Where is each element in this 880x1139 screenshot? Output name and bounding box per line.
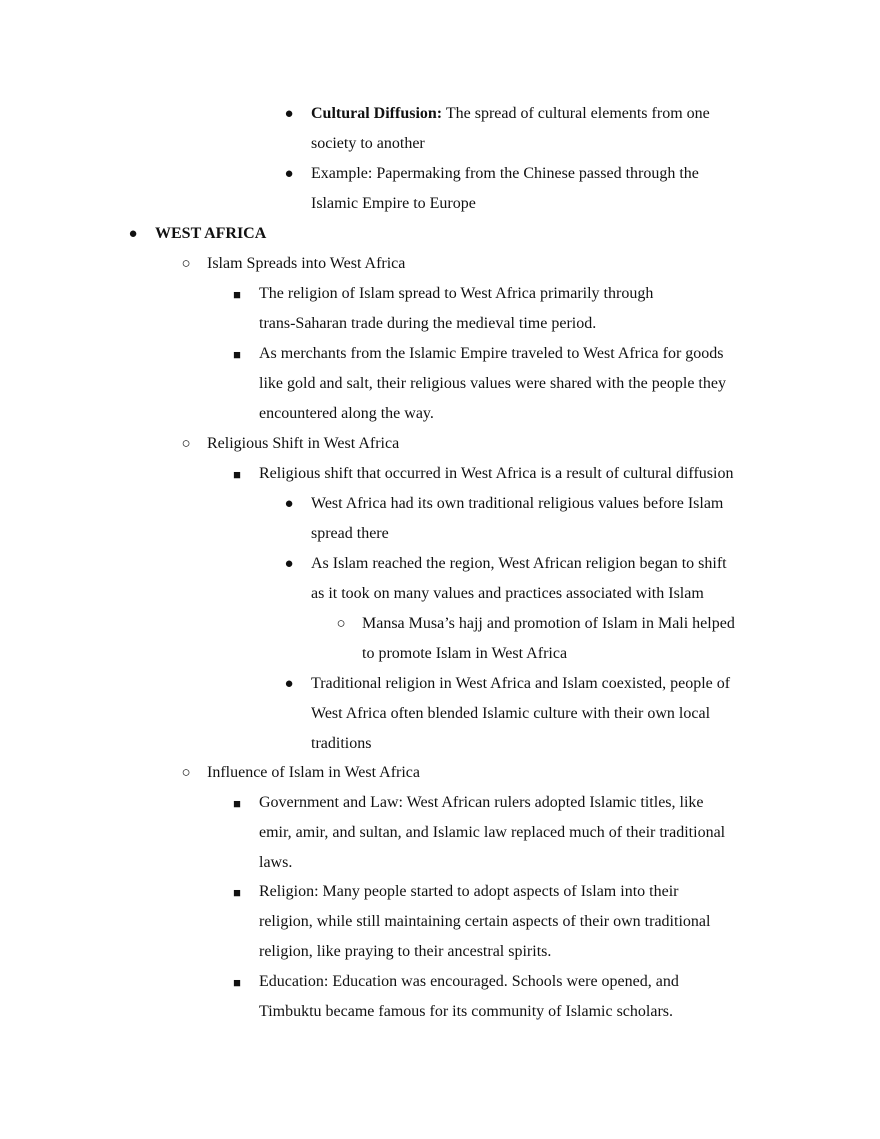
list-text: trans-Saharan trade during the medieval time period. [259,315,597,332]
list-item [0,464,880,494]
list-text: Timbuktu became famous for its community of Islamic scholars. [259,1003,674,1020]
list-item-continuation [0,704,880,734]
definition-text: The spread of cultural elements from one [442,105,710,122]
list-item-continuation [0,314,880,344]
square-bullet: ■ [233,885,241,900]
subsection-title: Religious Shift in West Africa [207,435,400,452]
list-text: The religion of Islam spread to West Africa primarily through [259,285,654,302]
disc-bullet: ● [284,166,294,182]
list-text: spread there [311,525,389,542]
list-text: As merchants from the Islamic Empire traveled to West Africa for goods [259,345,724,362]
list-text: Government and Law: West African rulers adopted Islamic titles, like [259,794,704,811]
square-bullet: ■ [233,347,241,362]
list-text: religion, while still maintaining certain aspects of their own traditional [259,913,711,930]
list-item-continuation [0,194,880,224]
circle-bullet: ○ [181,256,191,272]
list-text: Religion: Many people started to adopt aspects of Islam into their [259,883,679,900]
disc-bullet: ● [128,226,138,242]
list-item-continuation [0,734,880,764]
list-item [0,554,880,584]
list-text: encountered along the way. [259,405,434,422]
list-text: West Africa often blended Islamic culture with their own local [311,705,711,722]
list-text: like gold and salt, their religious values were shared with the people they [259,375,726,392]
square-bullet: ■ [233,796,241,811]
disc-bullet: ● [284,496,294,512]
list-text: religion, like praying to their ancestral spirits. [259,943,552,960]
list-item-continuation [0,644,880,674]
term-cultural-diffusion: Cultural Diffusion: [311,105,443,122]
list-text: Mansa Musa’s hajj and promotion of Islam in Mali helped [362,615,735,632]
list-text: As Islam reached the region, West African religion began to shift [311,555,727,572]
square-bullet: ■ [233,975,241,990]
subsection-title: Influence of Islam in West Africa [207,764,421,781]
subsection-religious-shift [0,434,880,464]
list-text: laws. [259,854,293,871]
list-text: emir, amir, and sultan, and Islamic law replaced much of their traditional [259,824,726,841]
list-item [0,674,880,704]
list-item-continuation [0,823,880,853]
subsection-title: Islam Spreads into West Africa [207,255,406,272]
list-text: traditions [311,735,372,752]
list-item-continuation [0,404,880,434]
square-bullet: ■ [233,287,241,302]
list-item [0,494,880,524]
list-text: to promote Islam in West Africa [362,645,568,662]
list-text: Traditional religion in West Africa and Islam coexisted, people of [311,675,731,692]
list-item-cultural-diffusion [0,104,880,134]
list-item-continuation [0,374,880,404]
list-item [0,614,880,644]
list-text: Education: Education was encouraged. Schools were opened, and [259,973,679,990]
list-item-continuation [0,912,880,942]
square-bullet: ■ [233,467,241,482]
list-item [0,344,880,374]
section-heading: WEST AFRICA [155,225,267,242]
list-item [0,882,880,912]
circle-bullet: ○ [336,616,346,632]
circle-bullet: ○ [181,765,191,781]
disc-bullet: ● [284,556,294,572]
list-item-continuation [0,942,880,972]
list-item-continuation [0,1002,880,1032]
list-text: Religious shift that occurred in West Africa is a result of cultural diffusion [259,465,734,482]
example-text: Islamic Empire to Europe [311,195,476,212]
list-item-continuation [0,853,880,883]
circle-bullet: ○ [181,436,191,452]
list-item-example [0,164,880,194]
disc-bullet: ● [284,676,294,692]
list-text: West Africa had its own traditional religious values before Islam [311,495,724,512]
subsection-influence [0,763,880,793]
list-item-continuation [0,134,880,164]
list-item [0,972,880,1002]
disc-bullet: ● [284,106,294,122]
subsection-islam-spreads [0,254,880,284]
list-item [0,284,880,314]
list-text: as it took on many values and practices associated with Islam [311,585,704,602]
definition-text: society to another [311,135,425,152]
section-west-africa [0,224,880,254]
list-item [0,793,880,823]
example-text: Example: Papermaking from the Chinese passed through the [311,165,699,182]
list-item-continuation [0,524,880,554]
list-item-continuation [0,584,880,614]
